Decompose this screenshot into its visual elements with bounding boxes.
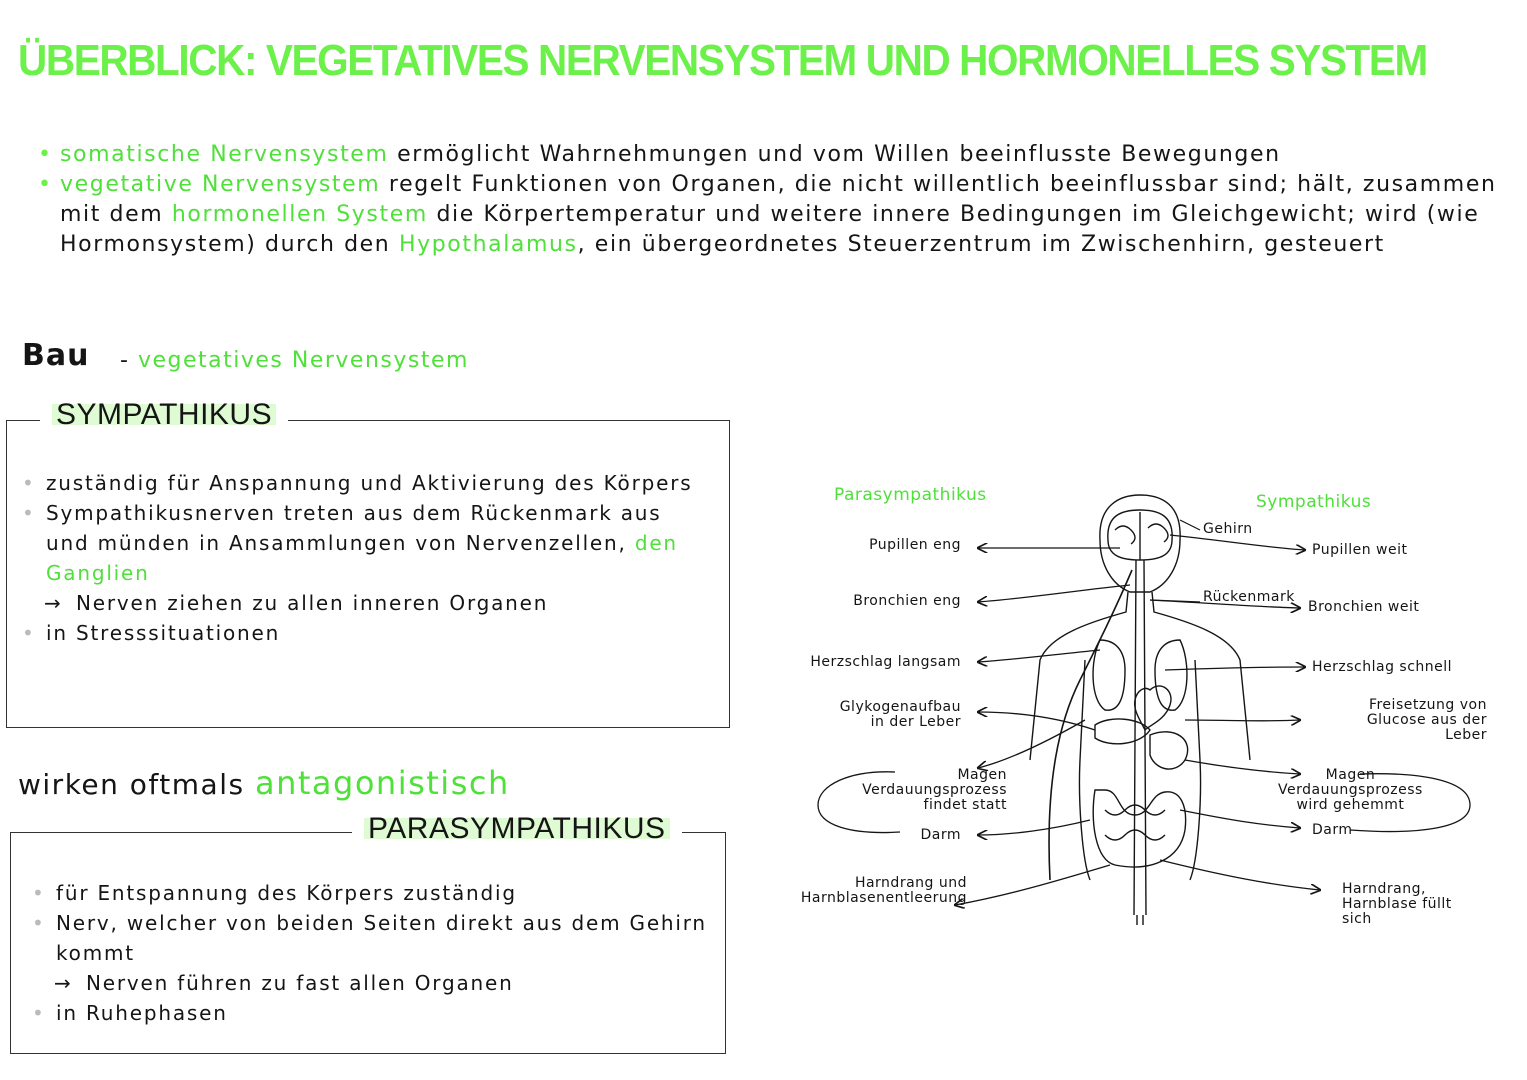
left-label: Herzschlag langsam	[810, 654, 961, 670]
right-label: Freisetzung von Glucose aus der Leber	[1366, 697, 1487, 743]
intro-bullet-vegetative: • vegetative Nervensystem regelt Funktionen von Organen, die nicht willentlich beeinflussbar sind; hält, zusammen mit dem hormonellen System die Körpertemperatur und weitere innere Bedingungen im Gleichgewicht; wird (wie Hormonsystem) durch den Hypothalamus, ein übergeordnetes Steuerzentrum im Zwischenhirn, gesteuert	[38, 170, 1518, 260]
right-label: Pupillen weit	[1312, 542, 1408, 558]
right-label: Harndrang, Harnblase füllt sich	[1342, 881, 1452, 927]
right-label: Bronchien weit	[1308, 599, 1420, 615]
label-spine: Rückenmark	[1203, 589, 1295, 605]
sympathikus-title: SYMPATHIKUS	[40, 398, 288, 432]
vagus-nerve	[1049, 570, 1132, 880]
diagram-left-title: Parasympathikus	[834, 485, 987, 505]
left-label: Magen Verdauungsprozess findet statt	[862, 767, 1007, 813]
parasympathikus-title: PARASYMPATHIKUS	[352, 812, 682, 846]
left-label: Pupillen eng	[869, 537, 961, 553]
diagram-right-title: Sympathikus	[1256, 492, 1372, 512]
right-label: Herzschlag schnell	[1312, 659, 1453, 675]
list-item: • zuständig für Anspannung und Aktivierung des Körpers	[22, 468, 712, 498]
page-title: ÜBERBLICK: VEGETATIVES NERVENSYSTEM UND HORMONELLES SYSTEM	[18, 36, 1427, 85]
left-arrows	[955, 548, 1130, 905]
right-label: Darm	[1312, 822, 1353, 838]
left-label: Glykogenaufbau in der Leber	[839, 699, 961, 730]
list-item: • in Ruhephasen	[32, 998, 716, 1028]
antagonist-note: wirken oftmals antagonistisch	[18, 764, 510, 802]
list-item-arrow: → Nerven ziehen zu allen inneren Organen	[22, 588, 712, 618]
body-outline	[1030, 495, 1250, 925]
list-item: • Nerv, welcher von beiden Seiten direkt aus dem Gehirn kommt	[32, 908, 716, 968]
label-brain: Gehirn	[1203, 521, 1253, 537]
section-subheading: - vegetatives Nervensystem	[120, 348, 469, 373]
left-label: Harndrang und Harnblasenentleerung	[800, 875, 967, 906]
list-item: • für Entspannung des Körpers zuständig	[32, 878, 716, 908]
right-label: Magen Verdauungsprozess wird gehemmt	[1278, 767, 1423, 813]
center-pointers	[1150, 520, 1200, 602]
list-item-arrow: → Nerven führen zu fast allen Organen	[32, 968, 716, 998]
left-label: Darm	[920, 827, 961, 843]
intro-bullet-somatic: • somatische Nervensystem ermöglicht Wahrnehmungen und vom Willen beeinflusste Bewegungen	[38, 140, 1518, 170]
section-heading-bau: Bau	[22, 338, 90, 373]
left-label: Bronchien eng	[853, 593, 961, 609]
list-item: • in Stresssituationen	[22, 618, 712, 648]
list-item: • Sympathikusnerven treten aus dem Rückenmark aus und münden in Ansammlungen von Nervenzellen, den Ganglien	[22, 498, 712, 588]
